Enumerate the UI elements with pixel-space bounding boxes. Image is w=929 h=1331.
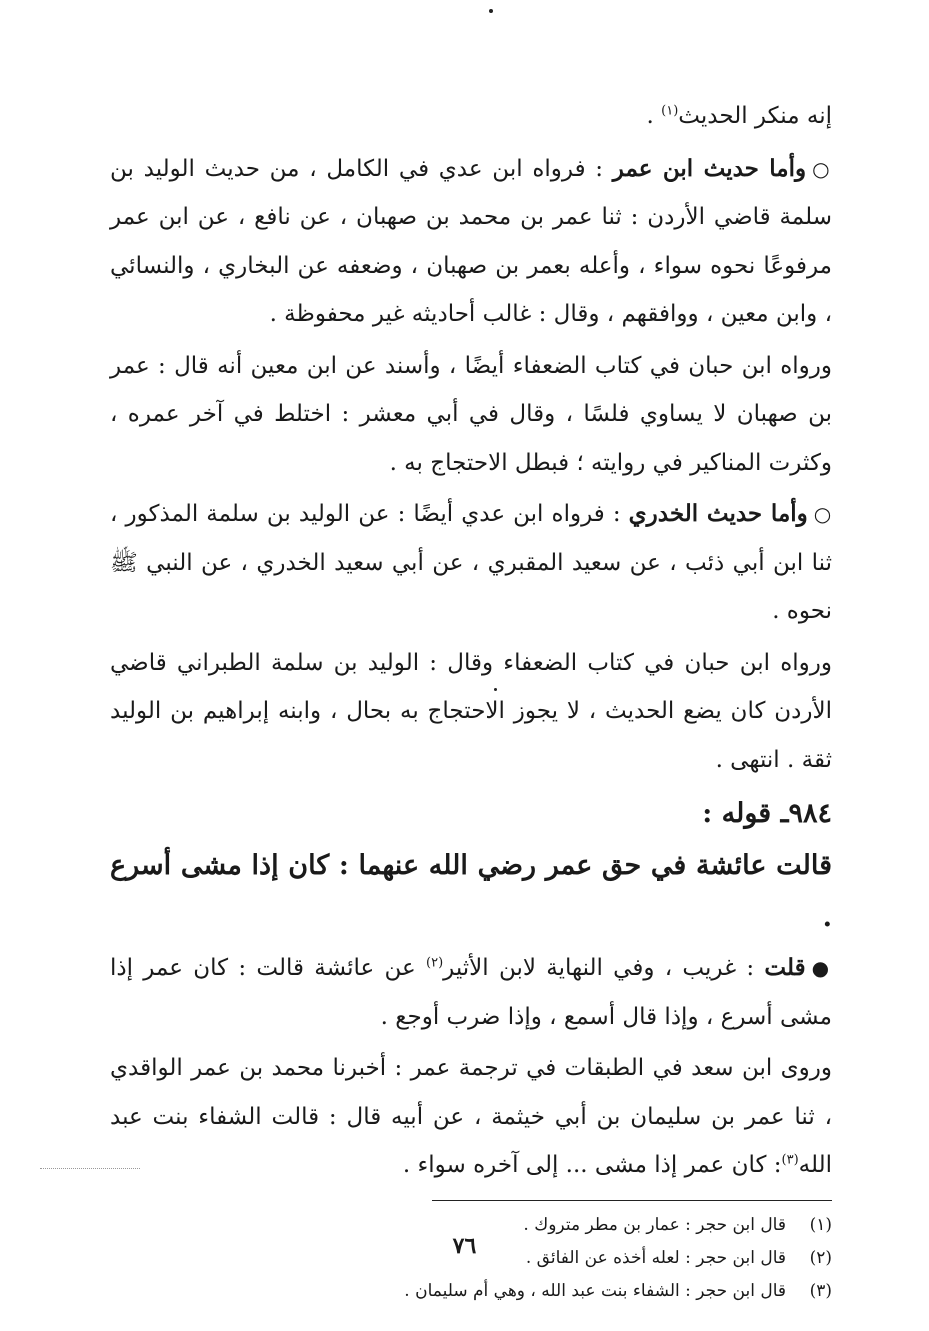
paragraph-qultu (110, 944, 832, 1041)
footnote-ref-1: (١) (661, 103, 679, 119)
footnote-text: قال ابن حجر : لعله أخذه عن الفائق . (525, 1247, 786, 1268)
section-heading: ٩٨٤ـ قوله : (702, 798, 832, 829)
section-quote: قالت عائشة في حق عمر رضي الله عنهما : كان إذا مشى أسرع . (110, 850, 832, 933)
footnote-text: قال ابن حجر : الشفاء بنت عبد الله ، وهي أم سليمان . (404, 1280, 786, 1301)
paragraph-text: ورواه ابن حبان في كتاب الضعفاء أيضًا ، وأسند عن ابن معين أنه قال : عمر بن صهبان لا يساوي فلسًا ، وقال في أبي معشر : اختلط في آخر عمره ، وكثرت المناكير في روايته ؛ فبطل الاحتجاج به . (110, 352, 832, 476)
footnote-ref-2: (٢) (426, 955, 444, 971)
scan-speck (494, 688, 497, 691)
paragraph-lead: قلت (764, 954, 806, 981)
paragraph-text: : فرواه ابن عدي أيضًا : عن الوليد بن سلمة المذكور ، ثنا ابن أبي ذئب ، عن سعيد المقبري ، عن أبي سعيد الخدري ، عن النبي ﷺ نحوه . (110, 501, 832, 624)
footnote-number: (١) (809, 1214, 832, 1235)
footnote-number: (٣) (809, 1280, 832, 1301)
scan-speck (489, 9, 493, 13)
footnote-3 (110, 1275, 832, 1308)
circle-bullet-icon: ○ (813, 502, 832, 526)
paragraph-lead: وأما حديث ابن عمر (612, 154, 807, 182)
page-body (110, 92, 832, 1308)
paragraph-lead: وأما حديث الخدري (628, 500, 808, 527)
footnote-ref-3: (٣) (781, 1152, 799, 1168)
paragraph-ibn-saad (110, 1044, 832, 1190)
footnote-divider (432, 1200, 832, 1201)
paragraph-ibn-hibban-1 (110, 342, 832, 488)
circle-bullet-icon: ○ (812, 156, 833, 181)
paragraph-ibn-hibban-2 (110, 639, 832, 785)
footnote-number: (٢) (809, 1247, 832, 1268)
scan-margin-mark (40, 1168, 140, 1169)
paragraph-text: ورواه ابن حبان في كتاب الضعفاء وقال : الوليد بن سلمة الطبراني قاضي الأردن كان يضع الحديث ، لا يجوز الاحتجاج به بحال ، وابنه إبراهيم بن الوليد ثقة . انتهى . (110, 649, 832, 773)
paragraph-text-b: : كان عمر إذا مشى ... إلى آخره سواء . (402, 1152, 782, 1178)
opening-line: إنه منكر الحديث$^{(١)}$ . (646, 103, 832, 129)
paragraph-text: : فرواه ابن عدي في الكامل ، من حديث الوليد بن سلمة قاضي الأردن : ثنا عمر بن محمد بن صهبان ، عن نافع ، عن ابن عمر مرفوعًا نحوه سواء ، وأعله بعمر بن صهبان ، وضعفه عن البخاري ، والنسائي ، وابن معين ، ووافقهم ، وقال : غالب أحاديثه غير محفوظة . (110, 155, 832, 327)
page-number: ٧٦ (452, 1233, 477, 1259)
opening-line-text: إنه منكر الحديث (678, 103, 832, 129)
footnote-text: قال ابن حجر : عمار بن مطر متروك . (523, 1214, 786, 1235)
paragraph-ibn-umar (110, 145, 832, 339)
paragraph-text-a: : غريب ، وفي النهاية لابن الأثير (443, 955, 765, 981)
paragraph-text-a: وروى ابن سعد في الطبقات في ترجمة عمر : أخبرنا محمد بن عمر الواقدي ، ثنا عمر بن سليمان بن أبي خيثمة ، عن أبيه قال : قالت الشفاء بنت عبد الله (110, 1055, 832, 1178)
paragraph-text-b: عن عائشة قالت : كان عمر إذا مشى أسرع ، وإذا قال أسمع ، وإذا ضرب أوجع . (110, 955, 832, 1030)
bullet-dot-icon: ● (811, 956, 832, 980)
paragraph-khudri (110, 490, 832, 636)
